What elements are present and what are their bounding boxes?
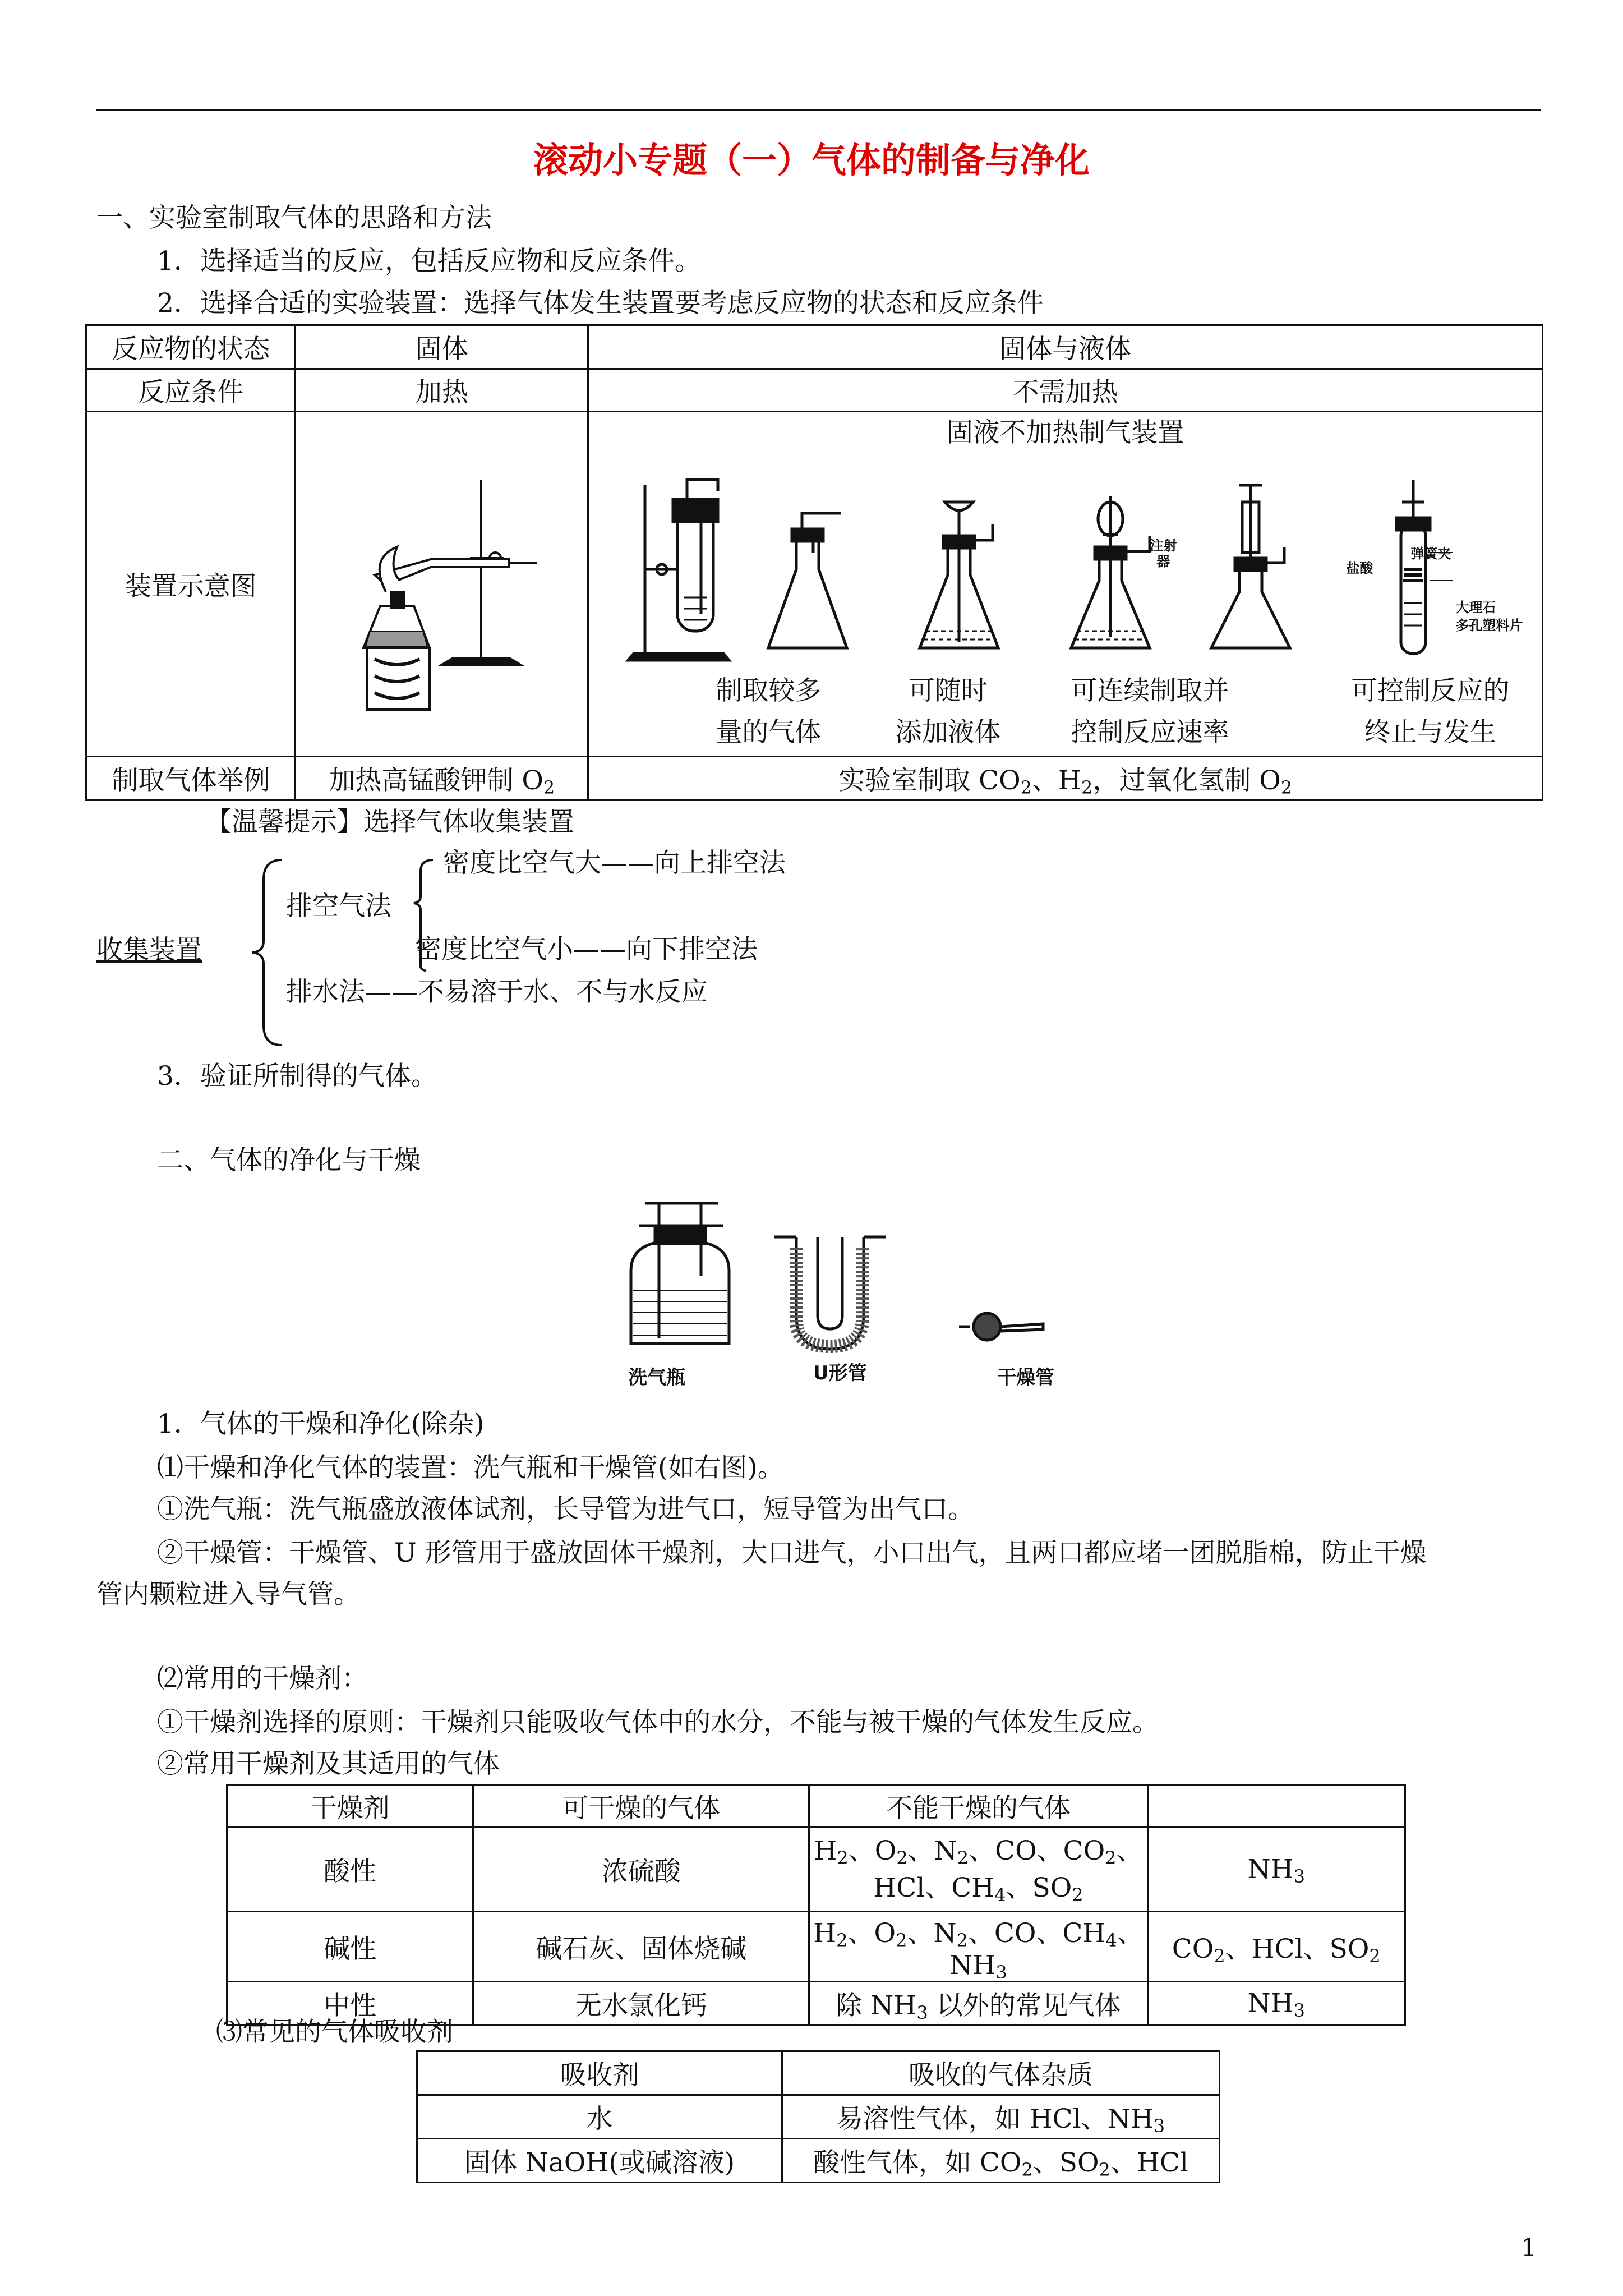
subscript: 2: [1020, 777, 1032, 798]
purification-apparatus-icons: [606, 1192, 1088, 1372]
cell-text: 酸性气体，如 CO: [813, 2147, 1022, 2178]
cell-text: 、H: [1031, 765, 1081, 796]
paragraph: ①洗气瓶：洗气瓶盛放液体试剂，长导管为进气口，短导管为出气口。: [157, 1494, 974, 1525]
air-method: 排空气法: [286, 891, 391, 922]
table-cell: 固体与液体: [588, 325, 1543, 369]
tip: 【温馨提示】选择气体收集装置: [205, 807, 574, 838]
cell-text: NH: [1247, 1988, 1294, 2019]
cell-text: 以外的常见气体: [928, 1990, 1121, 2021]
absorbent-table: [416, 2050, 1220, 2183]
paragraph: ⑴干燥和净化气体的装置：洗气瓶和干燥管(如右图)。: [157, 1452, 784, 1483]
subheading: 固液不加热制气装置: [947, 417, 1184, 448]
table-cell: 无水氯化钙: [473, 1982, 809, 2026]
fig-label: 洗气瓶: [628, 1366, 685, 1389]
table-cell: 反应条件: [86, 369, 296, 412]
table-cell: 酸性气体，如 $CO_2$、$SO_2$、HCl: [782, 2139, 1219, 2183]
table-cell: $H_2$、$O_2$、$N_2$、CO、$CO_2$、 HCl、$CH_4$、$SO_2$: [809, 1828, 1147, 1912]
table-cell: 浓硫酸: [473, 1828, 809, 1912]
table-header: 吸收剂: [417, 2051, 782, 2095]
caption-line: 终止与发生: [1364, 717, 1496, 748]
caption-line: 制取较多: [716, 675, 822, 706]
paragraph: ②常用干燥剂及其适用的气体: [157, 1749, 500, 1779]
solid-heating-apparatus-cell: [296, 412, 588, 757]
generator-table: [85, 324, 1543, 801]
cell-text: ，过氧化氢制 O: [1092, 765, 1281, 796]
caption: [1049, 670, 1251, 753]
caption-line: 控制反应速率: [1071, 717, 1229, 748]
paragraph: ②干燥管：干燥管、U 形管用于盛放固体干燥剂，大口进气，小口出气，且两口都应堵一团脱脂棉，防止干燥: [157, 1538, 1427, 1568]
caption-line: 可连续制取并: [1071, 675, 1229, 706]
table-cell: $CO_2$、HCl、$SO_2$: [1147, 1912, 1405, 1982]
table-cell: 除 $NH_3$ 以外的常见气体: [809, 1982, 1147, 2026]
cell-text: 实验室制取 CO: [838, 765, 1021, 796]
liquid-apparatus-cell: [588, 412, 1543, 757]
paragraph: 3．验证所制得的气体。: [157, 1061, 437, 1092]
table-header: 可干燥的气体: [473, 1785, 809, 1828]
downward-method: 密度比空气小——向下排空法: [415, 934, 758, 965]
table-cell: [588, 757, 1543, 800]
section-2-heading: 二、气体的净化与干燥: [157, 1145, 421, 1176]
table-cell: 制取气体举例: [86, 757, 296, 800]
table-cell: $NH_3$: [1147, 1982, 1405, 2026]
paragraph: 1．气体的干燥和净化(除杂): [157, 1409, 485, 1439]
table-header: 吸收的气体杂质: [782, 2051, 1219, 2095]
label-text: 注射: [1150, 538, 1177, 554]
label-text: 器: [1156, 554, 1170, 569]
paragraph: 2．选择合适的实验装置：选择气体发生装置要考虑反应物的状态和反应条件: [157, 288, 1044, 319]
label-plate: 多孔塑料片: [1455, 618, 1523, 633]
subscript: 2: [1280, 777, 1293, 798]
solid-heating-apparatus-icon: [302, 412, 582, 749]
caption: [880, 670, 1015, 753]
paragraph: 1．选择适当的反应，包括反应物和反应条件。: [157, 246, 701, 277]
table-cell: 水: [417, 2095, 782, 2139]
label-hcl: 盐酸: [1346, 560, 1373, 576]
label-marble: 大理石: [1455, 600, 1496, 615]
paragraph: ⑵常用的干燥剂：: [157, 1663, 368, 1694]
water-method: 排水法——不易溶于水、不与水反应: [286, 977, 708, 1007]
table-cell: 装置示意图: [86, 412, 296, 757]
cell-text: 加热高锰酸钾制 O: [329, 765, 543, 796]
caption: [701, 670, 836, 753]
table-cell: 固体: [296, 325, 588, 369]
desiccant-table: [226, 1784, 1406, 2026]
cell-text: NH: [1247, 1854, 1294, 1885]
table-cell: 酸性: [227, 1828, 473, 1912]
table-cell: 固体 NaOH(或碱溶液): [417, 2139, 782, 2183]
table-cell: 反应物的状态: [86, 325, 296, 369]
table-cell: 不需加热: [588, 369, 1543, 412]
subscript: 2: [543, 777, 555, 798]
section-1-heading: 一、实验室制取气体的思路和方法: [96, 203, 492, 233]
paragraph: ①干燥剂选择的原则：干燥剂只能吸收气体中的水分，不能与被干燥的气体发生反应。: [157, 1707, 1159, 1738]
table-header: [1147, 1785, 1405, 1828]
fig-label: 干燥管: [997, 1366, 1054, 1389]
top-rule: [96, 109, 1541, 111]
table-cell: 易溶性气体，如 HCl、$NH_3$: [782, 2095, 1219, 2139]
upward-method: 密度比空气大——向上排空法: [443, 848, 786, 878]
syringe-label: [1150, 538, 1177, 569]
table-cell: 中性: [227, 1982, 473, 2026]
cell-text: 易溶性气体，如 HCl、NH: [836, 2104, 1154, 2134]
table-cell: 加热: [296, 369, 588, 412]
caption-line: 量的气体: [716, 717, 822, 748]
table-cell: $NH_3$: [1147, 1828, 1405, 1912]
page-number: 1: [1521, 2234, 1537, 2262]
page-title: 滚动小专题（一）气体的制备与净化: [533, 140, 1090, 181]
table-header: 不能干燥的气体: [809, 1785, 1147, 1828]
caption-line: 添加液体: [895, 717, 1001, 748]
paragraph: 管内颗粒进入导气管。: [96, 1579, 360, 1610]
table-cell: 碱石灰、固体烧碱: [473, 1912, 809, 1982]
table-header: 干燥剂: [227, 1785, 473, 1828]
table-cell: 碱性: [227, 1912, 473, 1982]
paragraph: ⑶常见的气体吸收剂: [216, 2017, 453, 2047]
collect-label: 收集装置: [96, 935, 202, 965]
cell-text: 除 NH: [836, 1990, 917, 2021]
table-cell: [296, 757, 588, 800]
table-cell: $H_2$、$O_2$、$N_2$、CO、$CH_4$、$NH_3$: [809, 1912, 1147, 1982]
subscript: 2: [1081, 777, 1093, 798]
label-clip: 弹簧夹: [1410, 546, 1451, 562]
caption-line: 可随时: [908, 675, 988, 706]
liquid-apparatus-icons: [611, 468, 1520, 687]
fig-label: U形管: [813, 1362, 867, 1384]
caption-line: 可控制反应的: [1351, 675, 1510, 706]
caption: [1329, 670, 1531, 753]
